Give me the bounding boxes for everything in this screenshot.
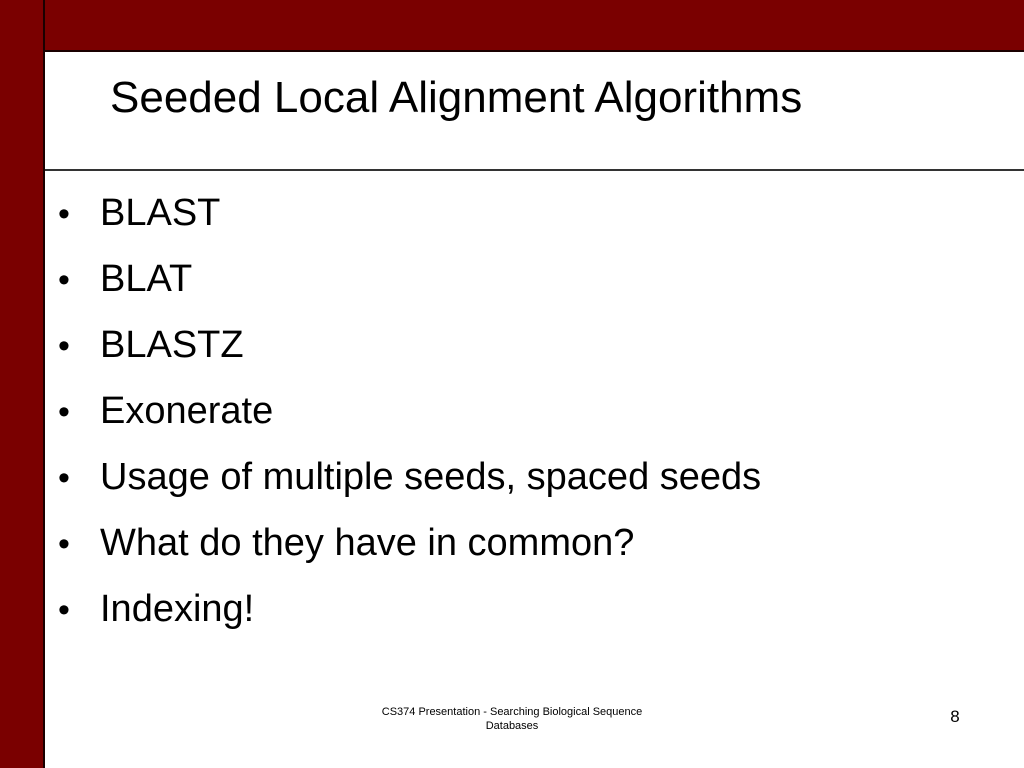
bullet-item	[58, 248, 998, 314]
top-accent-bar	[45, 0, 1024, 50]
bullet-item	[58, 578, 998, 644]
bullet-marker: •	[58, 591, 70, 629]
bullet-item	[58, 512, 998, 578]
bullet-text: BLAT	[100, 258, 193, 300]
bullet-item	[58, 314, 998, 380]
bullet-text: Indexing!	[100, 588, 255, 630]
bullet-text: BLASTZ	[100, 324, 244, 366]
slide-title: Seeded Local Alignment Algorithms	[110, 73, 803, 122]
bullet-text: BLAST	[100, 192, 221, 234]
bullet-item	[58, 182, 998, 248]
bullet-item	[58, 380, 998, 446]
left-accent-bar-edge	[43, 0, 45, 768]
bullet-text: Usage of multiple seeds, spaced seeds	[100, 456, 762, 498]
bullet-text: Exonerate	[100, 390, 274, 432]
bullet-marker: •	[58, 525, 70, 563]
left-accent-bar	[0, 0, 43, 768]
title-divider	[45, 169, 1024, 171]
bullet-marker: •	[58, 261, 70, 299]
bullet-marker: •	[58, 393, 70, 431]
bullet-marker: •	[58, 195, 70, 233]
top-accent-bar-edge	[45, 50, 1024, 52]
bullet-marker: •	[58, 459, 70, 497]
bullet-list	[58, 182, 998, 644]
bullet-marker: •	[58, 327, 70, 365]
page-number: 8	[950, 707, 960, 726]
bullet-item	[58, 446, 998, 512]
slide-footer: CS374 Presentation - Searching Biological Sequence Databases	[381, 706, 643, 732]
bullet-text: What do they have in common?	[100, 522, 635, 564]
